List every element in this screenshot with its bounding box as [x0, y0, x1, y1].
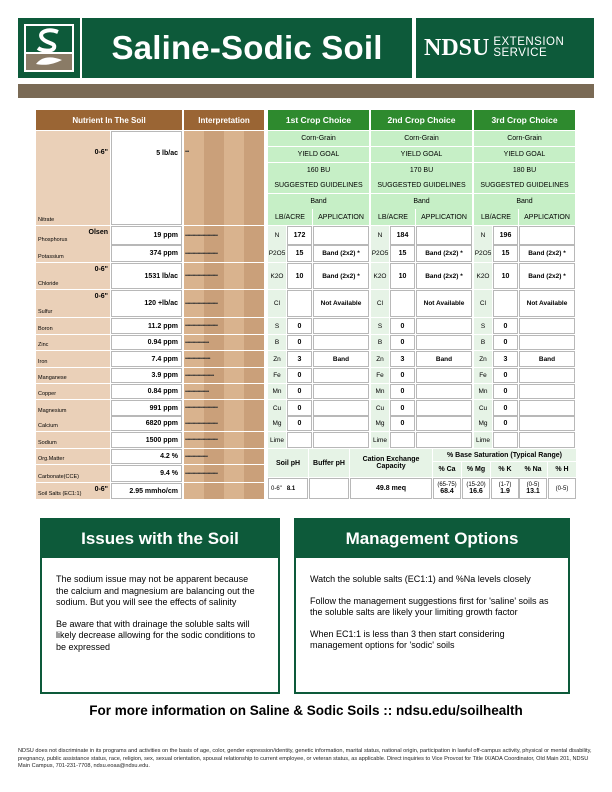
- placement-method: Band: [268, 194, 369, 209]
- yield-goal-value: 170 BU: [371, 163, 472, 178]
- rec-lb-acre: 0: [493, 384, 518, 399]
- nutrient-name: Iron: [38, 359, 48, 365]
- placement-method: Band: [371, 194, 472, 209]
- nutrient-name: Org.Matter: [38, 456, 65, 462]
- nutrient-name: Sulfur: [38, 309, 53, 315]
- soil-ph: 8.1: [286, 485, 296, 492]
- rec-lb-acre: 10: [390, 263, 415, 289]
- rec-nutrient: Mn: [474, 384, 492, 399]
- guidelines-label: SUGGESTED GUIDELINES: [371, 178, 472, 193]
- interp-bar: •••••••••••••••••••: [185, 388, 209, 395]
- rec-nutrient: B: [268, 335, 286, 350]
- nutrient-name: Sodium: [38, 440, 57, 446]
- rec-application: Band (2x2) *: [519, 245, 575, 262]
- nutrient-value: 7.4 ppm: [111, 351, 182, 367]
- lb-acre-header: LB/ACRE: [474, 209, 518, 225]
- rec-lb-acre: 0: [493, 416, 518, 431]
- rec-nutrient: Zn: [474, 351, 492, 367]
- rec-application: [416, 318, 472, 334]
- rec-lb-acre: 0: [493, 335, 518, 350]
- brand-subtitle: [493, 37, 564, 59]
- rec-lb-acre: 15: [287, 245, 312, 262]
- nondiscrimination-statement: NDSU does not discriminate in its programs and activities on the basis of age, color, gender expression/identity, genetic information, marital status, national origin, participation in lawful off-campus activity, physical or mental disability, pregnancy, public assistance status, race, religion, sex, sexual orientation, spousal relationship to current employee, or veteran status, as applicable. Direct inquiries to Vice Provost for Title IX/ADA Coordinator, Old Main 201, NDSU Main Campus, 701-231-7708, ndsu.eoaa@ndsu.edu.: [18, 748, 592, 769]
- more-info-link[interactable]: For more information on Saline & Sodic Soils :: ndsu.edu/soilhealth: [89, 703, 523, 718]
- rec-application: [519, 400, 575, 416]
- rec-lb-acre: 0: [390, 400, 415, 416]
- rec-application: [416, 226, 472, 245]
- application-header: APPLICATION: [416, 209, 472, 225]
- rec-lb-acre: 172: [287, 226, 312, 245]
- rec-lb-acre: 0: [287, 400, 312, 416]
- rec-nutrient: S: [371, 318, 389, 334]
- rec-application: [313, 335, 369, 350]
- rec-nutrient: P2O5: [474, 245, 492, 262]
- yield-goal-value: 180 BU: [474, 163, 575, 178]
- ndsu-extension-brand: [416, 18, 594, 78]
- rec-lb-acre: 3: [287, 351, 312, 367]
- nutrient-depth: 0-6": [94, 266, 108, 273]
- nutrient-label-cell: [36, 483, 110, 499]
- rec-application: [519, 226, 575, 245]
- lb-acre-header: LB/ACRE: [268, 209, 312, 225]
- interp-bar: ••••••••••••••••••••••••••: [185, 232, 218, 239]
- rec-nutrient: Mg: [268, 416, 286, 431]
- rec-application: Band: [519, 351, 575, 367]
- rec-application: [519, 432, 575, 448]
- rec-application: [519, 318, 575, 334]
- interp-bar: •••: [185, 149, 189, 155]
- header-divider: [18, 84, 594, 98]
- rec-nutrient: Mn: [371, 384, 389, 399]
- rec-application: Band (2x2) *: [519, 263, 575, 289]
- rec-lb-acre: 15: [493, 245, 518, 262]
- nutrient-value: 4.2 %: [111, 449, 182, 464]
- leaf-s-icon: [18, 18, 80, 78]
- rec-lb-acre: 0: [390, 416, 415, 431]
- rec-nutrient: S: [268, 318, 286, 334]
- rec-application: [519, 335, 575, 350]
- nutrient-label-cell: [36, 449, 110, 464]
- rec-lb-acre: 0: [390, 335, 415, 350]
- rec-application: [416, 384, 472, 399]
- nutrient-label-cell: [36, 263, 110, 289]
- rec-lb-acre: 3: [390, 351, 415, 367]
- rec-nutrient: P2O5: [371, 245, 389, 262]
- rec-nutrient: Fe: [474, 368, 492, 383]
- crop-choice-header-3: 3rd Crop Choice: [474, 110, 575, 130]
- interpretation-header: Interpretation: [184, 110, 264, 130]
- nutrient-depth: 0-6": [94, 293, 108, 300]
- issues-body: [42, 558, 278, 653]
- rec-lb-acre: 0: [390, 368, 415, 383]
- rec-nutrient: Mg: [371, 416, 389, 431]
- nutrient-name: Soil Salts (EC1:1): [38, 491, 82, 497]
- base-sat-range: (1-7): [498, 482, 512, 488]
- guidelines-label: SUGGESTED GUIDELINES: [474, 178, 575, 193]
- base-col-header: % Ca: [433, 462, 461, 477]
- rec-nutrient: Cu: [474, 400, 492, 416]
- rec-application: [519, 384, 575, 399]
- nutrient-label-cell: [36, 416, 110, 431]
- base-col-header: % K: [491, 462, 519, 477]
- crop-name: Corn-Grain: [268, 131, 369, 146]
- base-sat-cell: [548, 478, 576, 499]
- rec-application: Band: [313, 351, 369, 367]
- nutrient-value: 991 ppm: [111, 400, 182, 416]
- nutrient-name: Zinc: [38, 342, 49, 348]
- interp-bar: ••••••••••••••••••••••••••: [185, 250, 218, 257]
- management-paragraph-2: Follow the management suggestions first for 'saline' soils as the soluble salts are likely your limiting growth factor: [310, 595, 549, 617]
- rec-nutrient: K2O: [474, 263, 492, 289]
- interp-bar: ••••••••••••••••••••••••••: [185, 405, 218, 411]
- nutrient-value: 3.9 ppm: [111, 368, 182, 383]
- rec-nutrient: N: [268, 226, 286, 245]
- interp-bar: ••••••••••••••••••••••••••: [185, 273, 218, 279]
- rec-application: Band (2x2) *: [313, 245, 369, 262]
- rec-nutrient: Cl: [371, 290, 389, 317]
- nutrient-label-cell: [36, 226, 110, 245]
- base-sat-range: (0-5): [555, 485, 569, 492]
- nutrient-name: Chloride: [38, 281, 59, 287]
- rec-lb-acre: [287, 290, 312, 317]
- base-sat-value: 1.9: [500, 488, 510, 495]
- rec-application: Not Available: [519, 290, 575, 317]
- nutrient-name: Potassium: [38, 254, 64, 260]
- management-paragraph-1: Watch the soluble salts (EC1:1) and %Na levels closely: [310, 574, 531, 584]
- nutrient-name: Manganese: [38, 375, 67, 381]
- base-sat-cell: [519, 478, 547, 499]
- nutrient-depth: 0-6": [94, 149, 108, 156]
- interp-bar: ••••••••••••••••••••••••••: [185, 437, 218, 443]
- rec-application: [313, 432, 369, 448]
- base-saturation-header: % Base Saturation (Typical Range): [433, 449, 576, 461]
- rec-lb-acre: [390, 432, 415, 448]
- soil-ph-header: Soil pH: [268, 449, 308, 477]
- rec-nutrient: Fe: [268, 368, 286, 383]
- rec-application: Band (2x2) *: [416, 245, 472, 262]
- rec-lb-acre: 184: [390, 226, 415, 245]
- nutrient-name: Magnesium: [38, 408, 67, 414]
- rec-application: [519, 368, 575, 383]
- nutrient-depth: Olsen: [88, 229, 108, 236]
- application-header: APPLICATION: [313, 209, 369, 225]
- rec-lb-acre: [493, 290, 518, 317]
- nutrient-label-cell: [36, 400, 110, 416]
- nutrient-name: Boron: [38, 326, 53, 332]
- brand-line2: SERVICE: [493, 47, 548, 59]
- rec-application: Not Available: [313, 290, 369, 317]
- rec-lb-acre: 0: [493, 368, 518, 383]
- page-title: Saline-Sodic Soil: [111, 29, 383, 66]
- rec-lb-acre: 15: [390, 245, 415, 262]
- nutrient-label-cell: [36, 131, 110, 225]
- rec-nutrient: Lime: [268, 432, 286, 448]
- yield-goal-label: YIELD GOAL: [371, 147, 472, 162]
- interp-bar: [185, 483, 263, 499]
- base-col-header: % Na: [519, 462, 547, 477]
- nutrient-label-cell: [36, 290, 110, 317]
- management-paragraph-3: When EC1:1 is less than 3 then start considering management options for 'sodic' soils: [310, 628, 505, 650]
- issues-paragraph-2: Be aware that with drainage the soluble salts will likely decrease allowing for the sodic conditions to be expressed: [56, 618, 256, 652]
- nutrient-value: 120 +lb/ac: [111, 290, 182, 317]
- rec-lb-acre: 10: [287, 263, 312, 289]
- brand-name: NDSU: [424, 34, 490, 61]
- rec-application: [519, 416, 575, 431]
- rec-application: [416, 368, 472, 383]
- base-col-header: % Mg: [462, 462, 490, 477]
- rec-application: [416, 400, 472, 416]
- nutrient-depth: 0-6": [94, 486, 108, 493]
- rec-lb-acre: [390, 290, 415, 317]
- nutrient-label-cell: [36, 318, 110, 334]
- nutrient-value: 5 lb/ac: [111, 131, 182, 225]
- rec-nutrient: Cu: [268, 400, 286, 416]
- rec-nutrient: Cl: [268, 290, 286, 317]
- nutrient-label-cell: [36, 384, 110, 399]
- rec-application: [416, 335, 472, 350]
- rec-lb-acre: 0: [390, 384, 415, 399]
- crop-name: Corn-Grain: [474, 131, 575, 146]
- rec-application: Band (2x2) *: [313, 263, 369, 289]
- base-sat-value: 68.4: [440, 488, 454, 495]
- nutrient-name: Carbonate(CCE): [38, 474, 79, 480]
- rec-nutrient: K2O: [371, 263, 389, 289]
- rec-lb-acre: 3: [493, 351, 518, 367]
- rec-lb-acre: 0: [493, 318, 518, 334]
- crop-choice-header-2: 2nd Crop Choice: [371, 110, 472, 130]
- issues-paragraph-1: The sodium issue may not be apparent because the calcium and magnesium are balancing out the sodium. But you will see the effects of salinity: [56, 574, 255, 607]
- application-header: APPLICATION: [519, 209, 575, 225]
- rec-nutrient: Mg: [474, 416, 492, 431]
- nutrient-value: 1500 ppm: [111, 432, 182, 448]
- nutrient-value: 374 ppm: [111, 245, 182, 262]
- rec-nutrient: Lime: [371, 432, 389, 448]
- soil-ph-value: [268, 478, 308, 499]
- crop-choice-header-1: 1st Crop Choice: [268, 110, 369, 130]
- rec-application: [313, 368, 369, 383]
- rec-application: [313, 384, 369, 399]
- nutrient-label-cell: [36, 335, 110, 350]
- rec-application: [416, 432, 472, 448]
- rec-lb-acre: 0: [287, 384, 312, 399]
- base-sat-range: (65-75): [437, 482, 457, 488]
- nutrient-value: 19 ppm: [111, 226, 182, 245]
- rec-application: Band: [416, 351, 472, 367]
- nutrient-value: 6820 ppm: [111, 416, 182, 431]
- guidelines-label: SUGGESTED GUIDELINES: [268, 178, 369, 193]
- base-sat-range: (15-20): [466, 482, 486, 488]
- lb-acre-header: LB/ACRE: [371, 209, 415, 225]
- rec-application: [313, 400, 369, 416]
- rec-application: [313, 318, 369, 334]
- title-banner: [82, 18, 412, 78]
- crop-name: Corn-Grain: [371, 131, 472, 146]
- rec-application: Band (2x2) *: [416, 263, 472, 289]
- base-col-header: % H: [548, 462, 576, 477]
- base-sat-cell: [462, 478, 490, 499]
- cec-value: 49.8 meq: [350, 478, 432, 499]
- yield-goal-label: YIELD GOAL: [474, 147, 575, 162]
- soil-depth: 0-6": [271, 485, 282, 492]
- rec-lb-acre: 0: [287, 416, 312, 431]
- rec-nutrient: Cu: [371, 400, 389, 416]
- issues-title: Issues with the Soil: [42, 520, 278, 558]
- nutrient-name: Calcium: [38, 423, 58, 429]
- rec-nutrient: P2O5: [268, 245, 286, 262]
- interp-bar: ••••••••••••••••••••••••••: [185, 470, 218, 477]
- buffer-ph-header: Buffer pH: [309, 449, 349, 477]
- rec-nutrient: S: [474, 318, 492, 334]
- nutrient-header: Nutrient In The Soil: [36, 110, 182, 130]
- interp-bar: •••••••••••••••••••: [185, 339, 209, 346]
- interp-bar: ••••••••••••••••••: [185, 453, 208, 460]
- rec-nutrient: K2O: [268, 263, 286, 289]
- rec-lb-acre: 10: [493, 263, 518, 289]
- nutrient-label-cell: [36, 245, 110, 262]
- rec-nutrient: B: [474, 335, 492, 350]
- management-title: Management Options: [296, 520, 568, 558]
- nutrient-label-cell: [36, 465, 110, 482]
- rec-lb-acre: 0: [287, 318, 312, 334]
- interp-bar: ••••••••••••••••••••••••••: [185, 420, 218, 427]
- base-sat-cell: [491, 478, 519, 499]
- ndsu-logo: [18, 18, 80, 78]
- rec-nutrient: N: [371, 226, 389, 245]
- nutrient-value: 11.2 ppm: [111, 318, 182, 334]
- rec-application: [313, 416, 369, 431]
- rec-nutrient: Zn: [268, 351, 286, 367]
- rec-lb-acre: 0: [287, 368, 312, 383]
- placement-method: Band: [474, 194, 575, 209]
- buffer-ph-value: [309, 478, 349, 499]
- nutrient-name: Phosphorus: [38, 237, 68, 243]
- nutrient-label-cell: [36, 351, 110, 367]
- rec-nutrient: Cl: [474, 290, 492, 317]
- interp-bar: ••••••••••••••••••••••••••: [185, 300, 218, 307]
- nutrient-value: 0.84 ppm: [111, 384, 182, 399]
- rec-nutrient: Fe: [371, 368, 389, 383]
- rec-lb-acre: 0: [390, 318, 415, 334]
- rec-nutrient: N: [474, 226, 492, 245]
- rec-application: [416, 416, 472, 431]
- nutrient-label-cell: [36, 368, 110, 383]
- rec-nutrient: Zn: [371, 351, 389, 367]
- issues-panel: [40, 518, 280, 694]
- management-body: [296, 558, 568, 652]
- rec-nutrient: Lime: [474, 432, 492, 448]
- management-panel: [294, 518, 570, 694]
- interp-bar: ••••••••••••••••••••: [185, 356, 211, 362]
- rec-application: Not Available: [416, 290, 472, 317]
- rec-lb-acre: 196: [493, 226, 518, 245]
- nutrient-name: Copper: [38, 391, 57, 397]
- base-sat-value: 16.6: [469, 488, 483, 495]
- cec-header: Cation Exchange Capacity: [350, 449, 432, 477]
- rec-lb-acre: 0: [493, 400, 518, 416]
- interp-bar: •••••••••••••••••••••••: [185, 372, 214, 379]
- base-sat-value: 13.1: [526, 488, 540, 495]
- rec-lb-acre: 0: [287, 335, 312, 350]
- brand-line1: EXTENSION: [493, 36, 565, 48]
- yield-goal-value: 160 BU: [268, 163, 369, 178]
- rec-application: [313, 226, 369, 245]
- rec-nutrient: B: [371, 335, 389, 350]
- nutrient-value: 9.4 %: [111, 465, 182, 482]
- nutrient-label-cell: [36, 432, 110, 448]
- base-sat-range: (0-5): [526, 482, 540, 488]
- nutrient-value: 1531 lb/ac: [111, 263, 182, 289]
- nutrient-value: 0.94 ppm: [111, 335, 182, 350]
- interp-bar: ••••••••••••••••••••••••••: [185, 323, 218, 329]
- base-sat-cell: [433, 478, 461, 499]
- nutrient-name: Nitrate: [38, 217, 55, 223]
- rec-nutrient: Mn: [268, 384, 286, 399]
- rec-lb-acre: [287, 432, 312, 448]
- nutrient-value: 2.95 mmho/cm: [111, 483, 182, 499]
- yield-goal-label: YIELD GOAL: [268, 147, 369, 162]
- rec-lb-acre: [493, 432, 518, 448]
